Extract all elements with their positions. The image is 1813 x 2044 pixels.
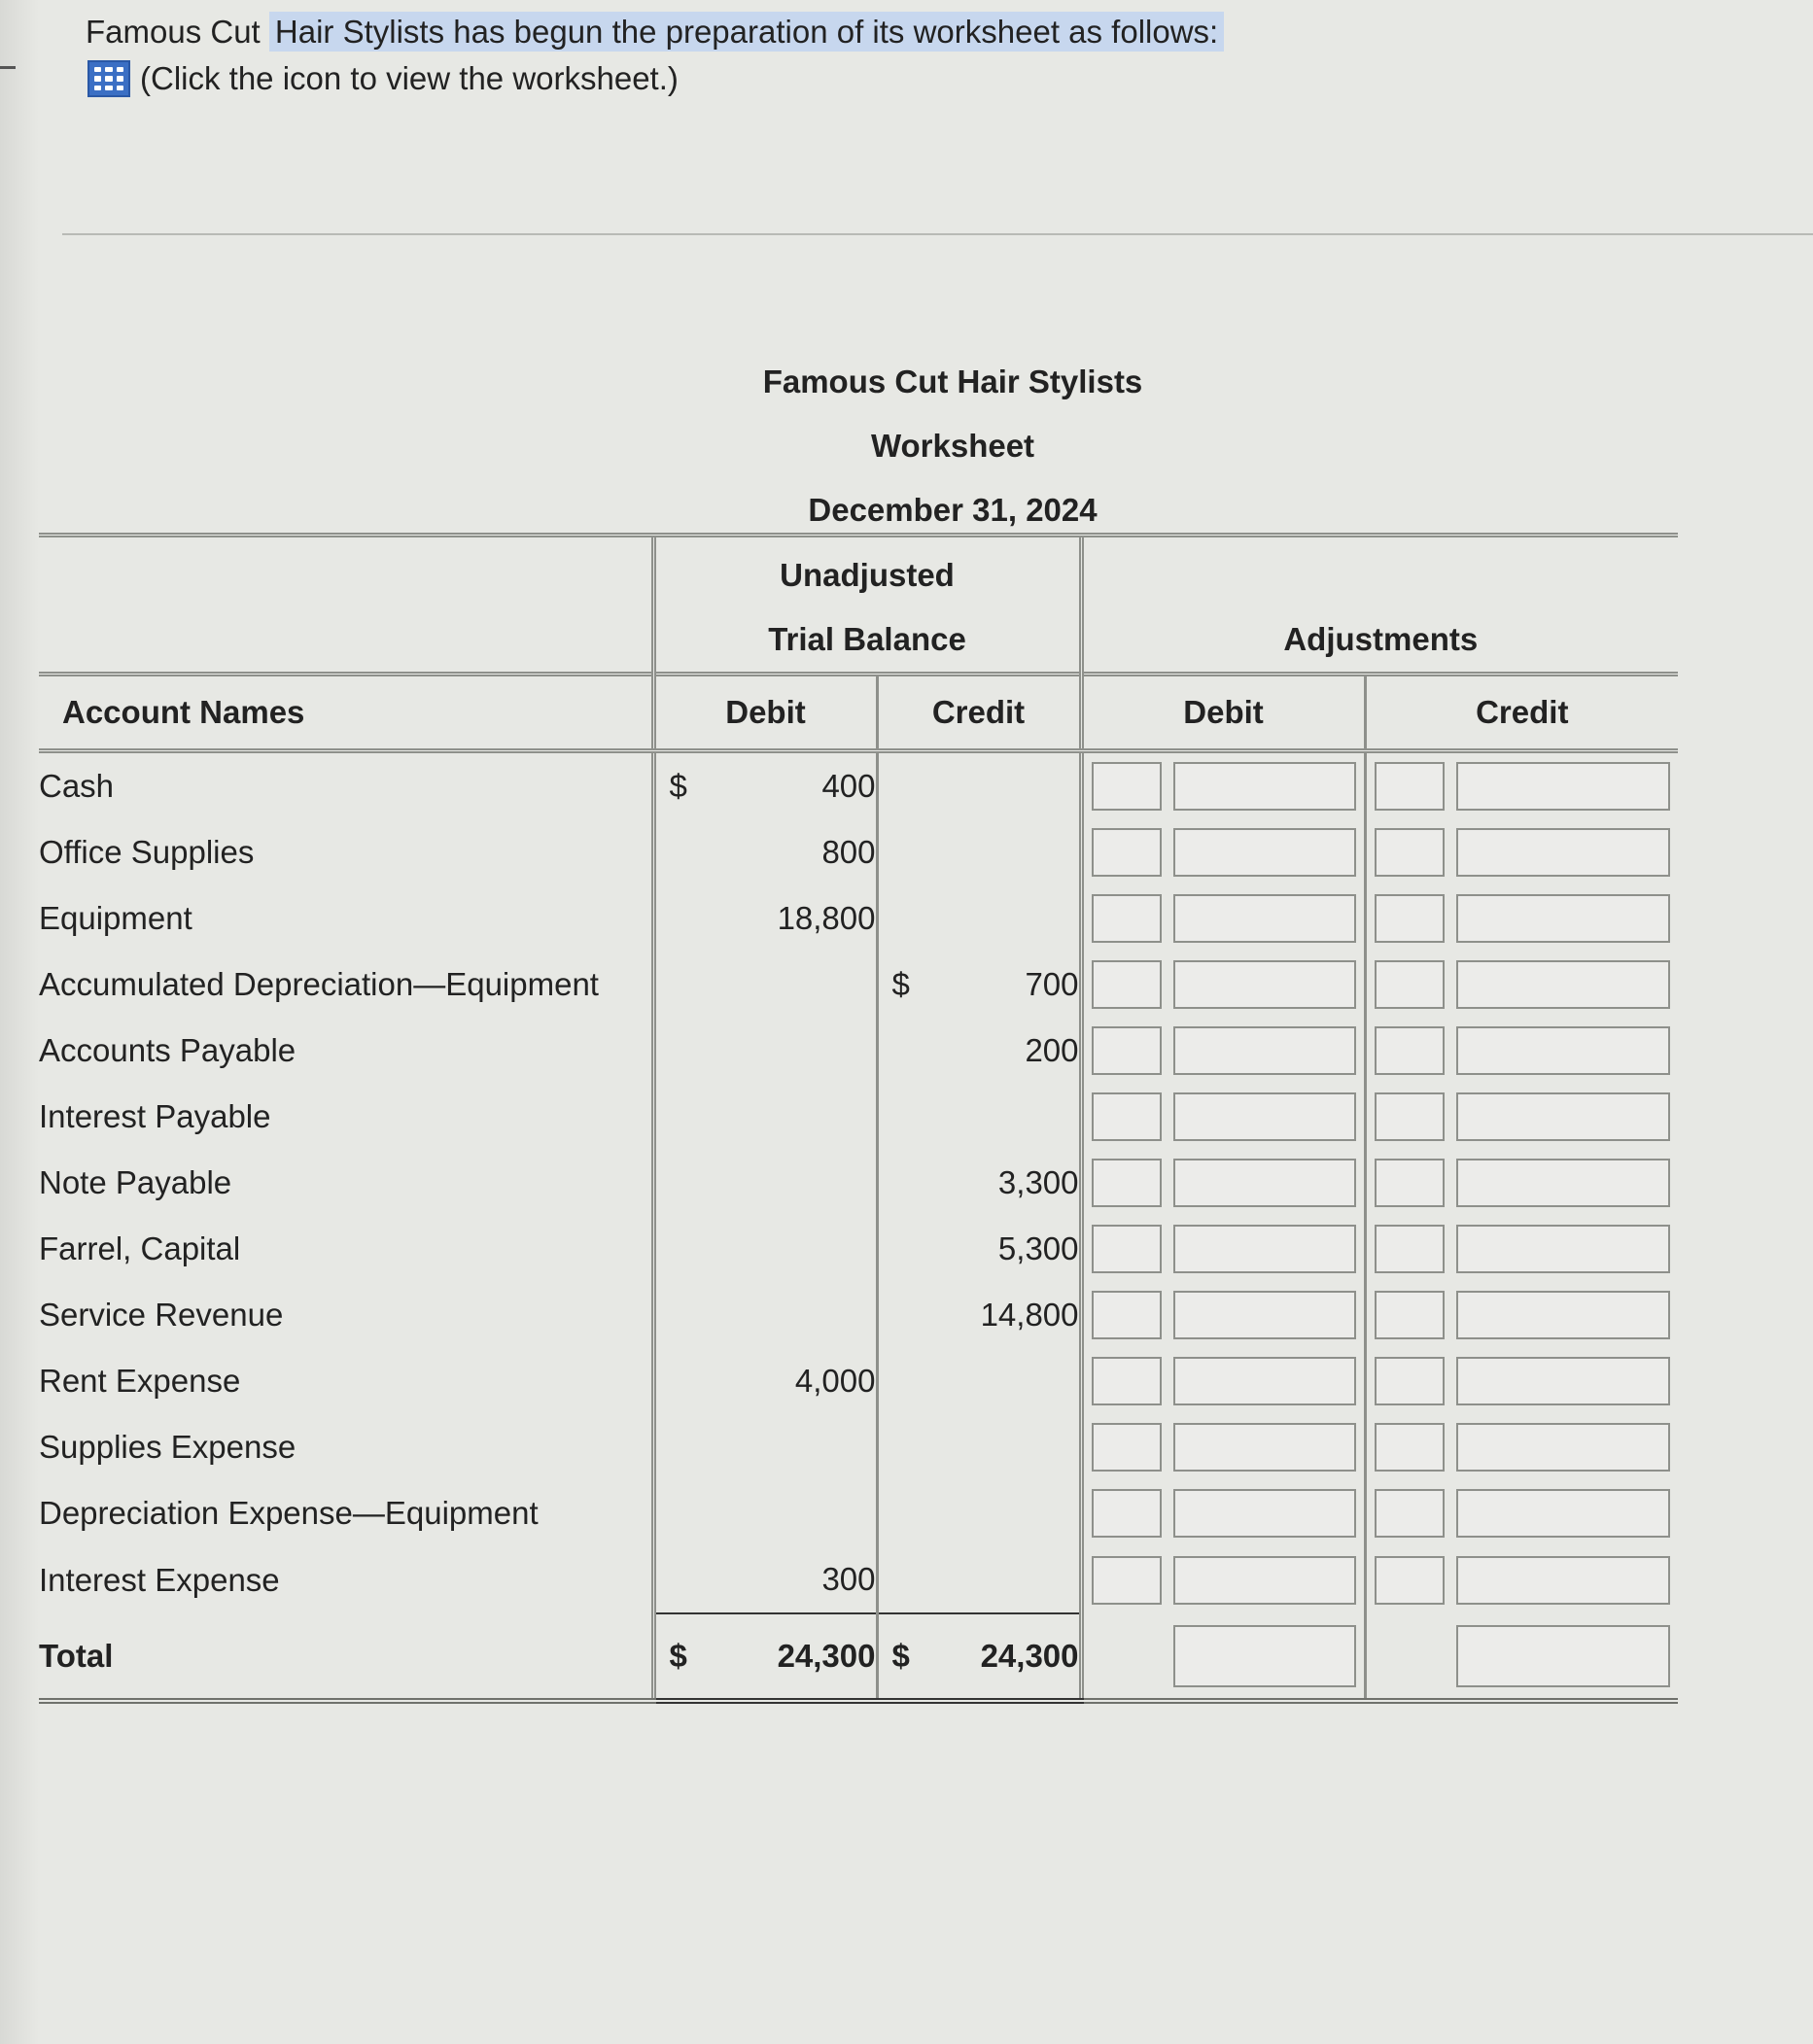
unadjusted-credit-cell — [877, 952, 1081, 1018]
account-name: Farrel, Capital — [39, 1230, 241, 1266]
unadjusted-debit-cell — [653, 1150, 877, 1216]
unadjusted-debit-cell — [653, 1282, 877, 1348]
adj-credit-amount-input[interactable] — [1456, 894, 1671, 943]
adj-credit-amount-input[interactable] — [1456, 1291, 1671, 1339]
account-name: Accumulated Depreciation—Equipment — [39, 966, 599, 1002]
adj-debit-amount-input[interactable] — [1173, 1291, 1356, 1339]
col-adjustments-debit: Debit — [1081, 675, 1365, 751]
adj-debit-amount-input[interactable] — [1173, 960, 1356, 1009]
adjustments-debit-cell — [1081, 1084, 1365, 1150]
account-name: Rent Expense — [39, 1363, 241, 1399]
col-adjustments-credit: Credit — [1365, 675, 1678, 751]
worksheet-title: Worksheet — [870, 428, 1035, 464]
adj-debit-ref-input[interactable] — [1092, 828, 1162, 877]
account-name: Interest Payable — [39, 1098, 271, 1134]
col-account-names: Account Names — [39, 675, 653, 751]
adj-debit-ref-input[interactable] — [1092, 1092, 1162, 1141]
unadjusted-debit-value: 800 — [821, 834, 876, 870]
currency-symbol: $ — [669, 1638, 687, 1674]
adjustments-credit-cell — [1365, 1018, 1678, 1084]
adj-credit-ref-input[interactable] — [1375, 894, 1445, 943]
col-unadjusted-credit: Credit — [877, 675, 1081, 751]
unadjusted-debit-value: 300 — [821, 1561, 876, 1597]
adjustments-debit-cell — [1081, 1018, 1365, 1084]
adj-credit-ref-input[interactable] — [1375, 1159, 1445, 1207]
view-worksheet-link[interactable] — [87, 60, 679, 97]
adj-debit-amount-input[interactable] — [1173, 1489, 1356, 1538]
unadjusted-debit-cell — [653, 1414, 877, 1480]
table-row — [39, 1216, 1678, 1282]
adj-credit-amount-input[interactable] — [1456, 1159, 1671, 1207]
unadjusted-credit-cell — [877, 1150, 1081, 1216]
adj-debit-ref-input[interactable] — [1092, 894, 1162, 943]
adj-credit-ref-input[interactable] — [1375, 762, 1445, 811]
adj-credit-amount-input[interactable] — [1456, 1423, 1671, 1472]
unadjusted-credit-cell — [877, 1018, 1081, 1084]
adj-credit-ref-input[interactable] — [1375, 1026, 1445, 1075]
unadjusted-credit-cell — [877, 1216, 1081, 1282]
unadjusted-debit-cell — [653, 1216, 877, 1282]
group-unadjusted-trial-balance — [653, 536, 1081, 675]
adj-debit-total-cell — [1081, 1613, 1365, 1701]
adjustments-debit-cell — [1081, 1216, 1365, 1282]
adj-debit-ref-input[interactable] — [1092, 1423, 1162, 1472]
table-row — [39, 1546, 1678, 1613]
adj-debit-amount-input[interactable] — [1173, 894, 1356, 943]
adjustments-credit-cell — [1365, 751, 1678, 820]
page-edge-shadow — [0, 0, 39, 2044]
adj-credit-amount-input[interactable] — [1456, 960, 1671, 1009]
intro-text-highlighted: Hair Stylists has begun the preparation of its worksheet as follows: — [269, 12, 1224, 52]
account-name: Supplies Expense — [39, 1429, 296, 1465]
adj-credit-ref-input[interactable] — [1375, 1092, 1445, 1141]
table-row — [39, 952, 1678, 1018]
total-credit-value: 24,300 — [980, 1638, 1079, 1674]
unadjusted-credit-cell — [877, 1084, 1081, 1150]
unadjusted-debit-cell — [653, 819, 877, 885]
grid-icon[interactable] — [87, 60, 130, 97]
total-row — [39, 1613, 1678, 1701]
account-name: Interest Expense — [39, 1561, 280, 1598]
adj-debit-amount-input[interactable] — [1173, 762, 1356, 811]
adjustments-debit-cell — [1081, 1348, 1365, 1414]
adj-credit-amount-input[interactable] — [1456, 1225, 1671, 1273]
adj-credit-ref-input[interactable] — [1375, 1225, 1445, 1273]
adjustments-credit-cell — [1365, 1282, 1678, 1348]
unadjusted-credit-cell — [877, 1414, 1081, 1480]
adj-debit-amount-input[interactable] — [1173, 828, 1356, 877]
adj-debit-ref-input[interactable] — [1092, 1225, 1162, 1273]
account-name: Service Revenue — [39, 1297, 284, 1333]
adj-credit-amount-input[interactable] — [1456, 1026, 1671, 1075]
adj-credit-amount-input[interactable] — [1456, 1357, 1671, 1405]
adj-debit-amount-input[interactable] — [1173, 1556, 1356, 1605]
adj-credit-ref-input[interactable] — [1375, 1291, 1445, 1339]
adjustments-credit-cell — [1365, 1084, 1678, 1150]
adj-credit-ref-input[interactable] — [1375, 1556, 1445, 1605]
company-name: Famous Cut Hair Stylists — [762, 364, 1143, 399]
unadjusted-credit-cell — [877, 751, 1081, 820]
adj-debit-ref-input[interactable] — [1092, 960, 1162, 1009]
adj-debit-ref-input[interactable] — [1092, 1159, 1162, 1207]
adjustments-debit-cell — [1081, 1480, 1365, 1546]
total-credit — [877, 1613, 1081, 1701]
column-header-row — [39, 675, 1678, 751]
unadjusted-debit-value: 4,000 — [794, 1363, 876, 1399]
currency-symbol: $ — [891, 1638, 910, 1674]
adjustments-credit-cell — [1365, 885, 1678, 952]
adj-credit-ref-input[interactable] — [1375, 960, 1445, 1009]
unadjusted-debit-cell — [653, 1480, 877, 1546]
adjustments-debit-cell — [1081, 1414, 1365, 1480]
adjustments-credit-cell — [1365, 1150, 1678, 1216]
adj-credit-ref-input[interactable] — [1375, 1423, 1445, 1472]
unadjusted-credit-cell — [877, 1282, 1081, 1348]
adj-debit-ref-input[interactable] — [1092, 762, 1162, 811]
table-row — [39, 1348, 1678, 1414]
adj-credit-amount-input[interactable] — [1456, 762, 1671, 811]
unadjusted-debit-cell — [653, 1348, 877, 1414]
total-label: Total — [39, 1613, 653, 1701]
adjustments-credit-cell — [1365, 1480, 1678, 1546]
unadjusted-debit-cell — [653, 885, 877, 952]
adj-credit-total-input[interactable] — [1456, 1625, 1671, 1687]
adjustments-credit-cell — [1365, 819, 1678, 885]
adjustments-credit-cell — [1365, 1414, 1678, 1480]
table-row — [39, 819, 1678, 885]
table-row — [39, 1282, 1678, 1348]
table-row — [39, 1150, 1678, 1216]
edge-marker — [0, 66, 16, 69]
table-row — [39, 885, 1678, 952]
adj-credit-amount-input[interactable] — [1456, 828, 1671, 877]
account-name: Note Payable — [39, 1164, 232, 1200]
adjustments-debit-cell — [1081, 751, 1365, 820]
unadjusted-debit-cell — [653, 1084, 877, 1150]
adjustments-debit-cell — [1081, 1150, 1365, 1216]
adj-credit-ref-input[interactable] — [1375, 1489, 1445, 1538]
unadjusted-debit-value: 400 — [821, 768, 876, 804]
col-unadjusted-debit: Debit — [653, 675, 877, 751]
adj-credit-total-cell — [1365, 1613, 1678, 1701]
table-row — [39, 1480, 1678, 1546]
worksheet-date: December 31, 2024 — [808, 492, 1098, 528]
unadjusted-debit-value: 18,800 — [777, 900, 876, 936]
unadjusted-credit-cell — [877, 1480, 1081, 1546]
unadjusted-credit-cell — [877, 1348, 1081, 1414]
currency-symbol: $ — [669, 768, 687, 804]
intro-text — [86, 14, 1224, 51]
adj-credit-amount-input[interactable] — [1456, 1556, 1671, 1605]
currency-symbol: $ — [891, 966, 910, 1002]
adj-debit-amount-input[interactable] — [1173, 1357, 1356, 1405]
table-row — [39, 1084, 1678, 1150]
adj-debit-ref-input[interactable] — [1092, 1489, 1162, 1538]
adj-debit-ref-input[interactable] — [1092, 1291, 1162, 1339]
adj-debit-amount-input[interactable] — [1173, 1225, 1356, 1273]
intro-text-plain: Famous Cut — [86, 14, 261, 50]
adjustments-debit-cell — [1081, 952, 1365, 1018]
view-worksheet-label[interactable]: (Click the icon to view the worksheet.) — [140, 60, 679, 96]
adj-debit-total-input[interactable] — [1173, 1625, 1356, 1687]
unadjusted-credit-value: 3,300 — [997, 1164, 1079, 1200]
group-unadjusted-line1: Unadjusted — [780, 557, 955, 593]
group-unadjusted-line2: Trial Balance — [768, 621, 966, 657]
worksheet-table-container — [39, 533, 1678, 1704]
adjustments-debit-cell — [1081, 819, 1365, 885]
group-header-blank — [39, 536, 653, 675]
table-row — [39, 1414, 1678, 1480]
adj-debit-ref-input[interactable] — [1092, 1556, 1162, 1605]
adj-credit-ref-input[interactable] — [1375, 828, 1445, 877]
account-name: Depreciation Expense—Equipment — [39, 1495, 539, 1531]
unadjusted-credit-value: 700 — [1025, 966, 1079, 1002]
unadjusted-credit-cell — [877, 885, 1081, 952]
adjustments-credit-cell — [1365, 952, 1678, 1018]
adj-debit-amount-input[interactable] — [1173, 1092, 1356, 1141]
account-name: Accounts Payable — [39, 1032, 296, 1068]
adjustments-debit-cell — [1081, 1282, 1365, 1348]
unadjusted-debit-cell — [653, 751, 877, 820]
adjustments-credit-cell — [1365, 1546, 1678, 1613]
group-header-row — [39, 536, 1678, 675]
unadjusted-credit-value: 5,300 — [997, 1230, 1079, 1266]
adj-debit-amount-input[interactable] — [1173, 1026, 1356, 1075]
account-name: Equipment — [39, 900, 192, 936]
adj-credit-amount-input[interactable] — [1456, 1092, 1671, 1141]
total-debit-value: 24,300 — [777, 1638, 876, 1674]
account-name: Cash — [39, 768, 115, 804]
adjustments-credit-cell — [1365, 1216, 1678, 1282]
adj-debit-amount-input[interactable] — [1173, 1159, 1356, 1207]
unadjusted-credit-cell — [877, 819, 1081, 885]
unadjusted-credit-cell — [877, 1546, 1081, 1613]
unadjusted-debit-cell — [653, 1546, 877, 1613]
adjustments-debit-cell — [1081, 1546, 1365, 1613]
group-adjustments: Adjustments — [1081, 536, 1678, 675]
unadjusted-credit-value: 200 — [1025, 1032, 1079, 1068]
unadjusted-debit-cell — [653, 952, 877, 1018]
adjustments-debit-cell — [1081, 885, 1365, 952]
adjustments-credit-cell — [1365, 1348, 1678, 1414]
adj-credit-amount-input[interactable] — [1456, 1489, 1671, 1538]
adj-debit-ref-input[interactable] — [1092, 1026, 1162, 1075]
account-name: Office Supplies — [39, 834, 255, 870]
adj-debit-ref-input[interactable] — [1092, 1357, 1162, 1405]
worksheet-table — [39, 533, 1678, 1704]
section-divider — [62, 233, 1813, 235]
adj-debit-amount-input[interactable] — [1173, 1423, 1356, 1472]
unadjusted-debit-cell — [653, 1018, 877, 1084]
table-row — [39, 751, 1678, 820]
adj-credit-ref-input[interactable] — [1375, 1357, 1445, 1405]
total-debit — [653, 1613, 877, 1701]
unadjusted-credit-value: 14,800 — [980, 1297, 1079, 1333]
table-row — [39, 1018, 1678, 1084]
